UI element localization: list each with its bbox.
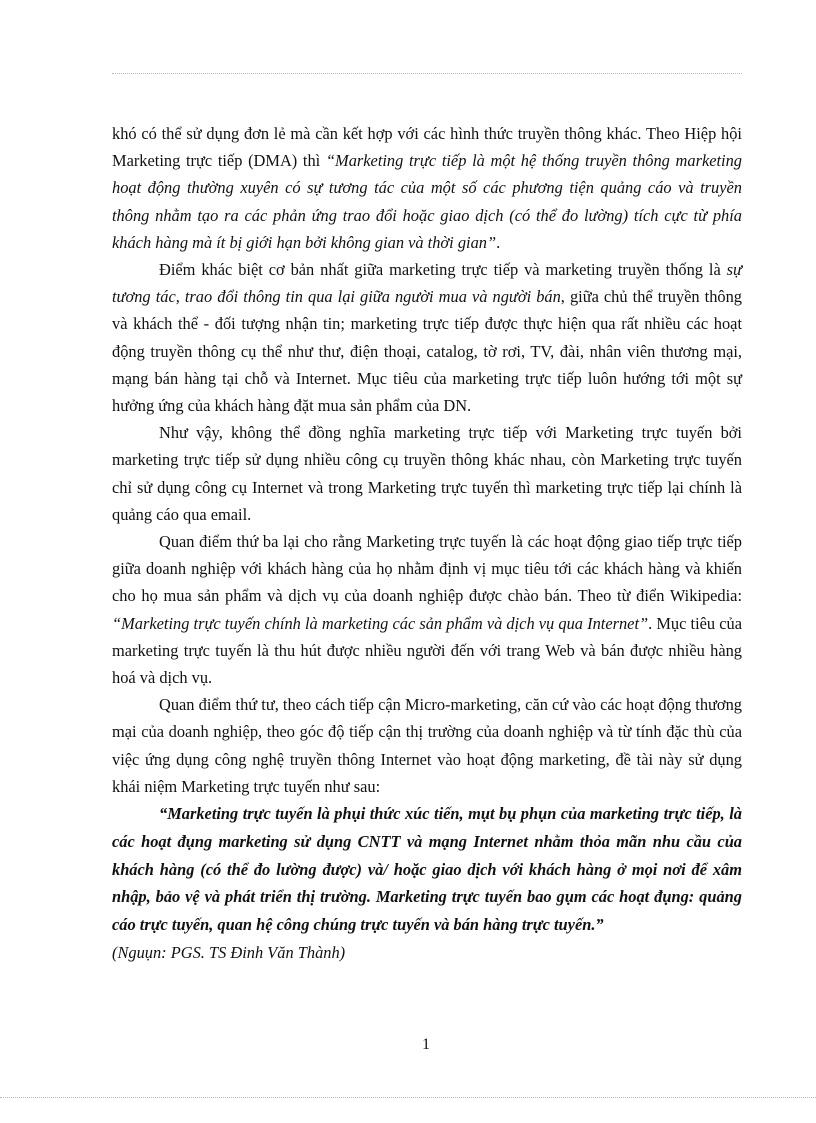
emphasis-phrase: sự tương tác, trao đổi thông tin qua lại giữa người mua và người bán [112, 260, 742, 307]
paragraph-dma-definition [112, 120, 742, 256]
paragraph-text: khó có thể sử dụng đơn lẻ mà cần kết hợp với các hình thức truyền thông khác. Theo Hiệp hội Marketing trực tiếp (DMA) thì [112, 124, 742, 171]
dma-quote: “Marketing trực tiếp là một hệ thống truyền thông marketing hoạt động thường xuyên có sự tương tác của một số các phương tiện quảng cáo và truyền thông nhằm tạo ra các phản ứng trao đổi hoặc giao dịch (có thể đo lường) tích cực từ phía khách hàng mà ít bị giới hạn bởi không gian và thời gian” [112, 151, 742, 252]
paragraph-text: Quan điểm thứ ba lại cho rằng Marketing trực tuyến là các hoạt động giao tiếp trực tiếp giữa doanh nghiệp với khách hàng của họ nhằm định vị mục tiêu tới các khách hàng và khiến cho họ mua sản phẩm và dịch vụ của doanh nghiệp được chào bán. Theo từ điển Wikipedia: [112, 532, 742, 606]
document-body [112, 120, 742, 966]
paragraph-text: . Mục tiêu của marketing trực tuyến là thu hút được nhiều người đến với trang Web và bán được nhiều hàng hoá và dịch vụ. [112, 613, 743, 688]
paragraph-text: , giữa chủ thể truyền thông và khách thể - đối tượng nhận tin; marketing trực tiếp được thực hiện qua rất nhiều các hoạt động truyền thông cụ thể như thư, điện thoại, catalog, tờ rơi, TV, đài, nhân viên thương mại, mạng bán hàng tại chỗ và Internet. Mục tiêu của marketing trực tiếp luôn hướng tới một sự hưởng ứng của khách hàng đặt mua sản phẩm của DN. [112, 287, 742, 416]
wikipedia-quote: “Marketing trực tuyến chính là marketing các sản phẩm và dịch vụ qua Internet” [112, 613, 649, 633]
paragraph-text: Điểm khác biệt cơ bản nhất giữa marketing trực tiếp và marketing truyền thống là [159, 260, 727, 280]
paragraph-comparison: Như vậy, không thể đồng nghĩa marketing trực tiếp với Marketing trực tuyến bởi marketing trực tiếp sử dụng nhiều công cụ truyền thông khác nhau, còn Marketing trực tuyến chỉ sử dụng công cụ Internet và trong Marketing trực tuyến thì marketing trực tiếp lại chính là quảng cáo qua email. [112, 423, 742, 524]
paragraph-fourth-view: Quan điểm thứ tư, theo cách tiếp cận Micro-marketing, căn cứ vào các hoạt động thương mại của doanh nghiệp, theo góc độ tiếp cận thị trường của doanh nghiệp và từ tính đặc thù của việc ứng dụng công nghệ truyền thông Internet vào hoạt động marketing, đề tài này sử dụng khái niệm Marketing trực tuyến như sau: [112, 695, 742, 796]
bottom-dotted-rule [0, 1097, 816, 1098]
source-citation: (Nguụn: PGS. TS Đinh Văn Thành) [112, 943, 346, 963]
definition-quote: “Marketing trực tuyến là phụi thức xúc tiến, mụt bụ phụn của marketing trực tiếp, là các hoạt đụng marketing sử dụng CNTT và mạng Internet nhằm thỏa mãn nhu cầu của khách hàng (có thể đo lường được) và/ hoặc giao dịch với khách hàng ở mọi nơi để xâm nhập, bảo vệ và phát triển thị trường. Marketing trực tuyến bao gụm các hoạt đụng: quảng cáo trực tuyến, quan hệ công chúng trực tuyến và bán hàng trực tuyến.” [112, 804, 742, 935]
paragraph-third-view [112, 528, 742, 691]
paragraph-text: . [496, 232, 501, 252]
page-number: 1 [422, 1036, 430, 1053]
top-dotted-rule [112, 73, 742, 74]
paragraph-key-difference [112, 256, 742, 419]
